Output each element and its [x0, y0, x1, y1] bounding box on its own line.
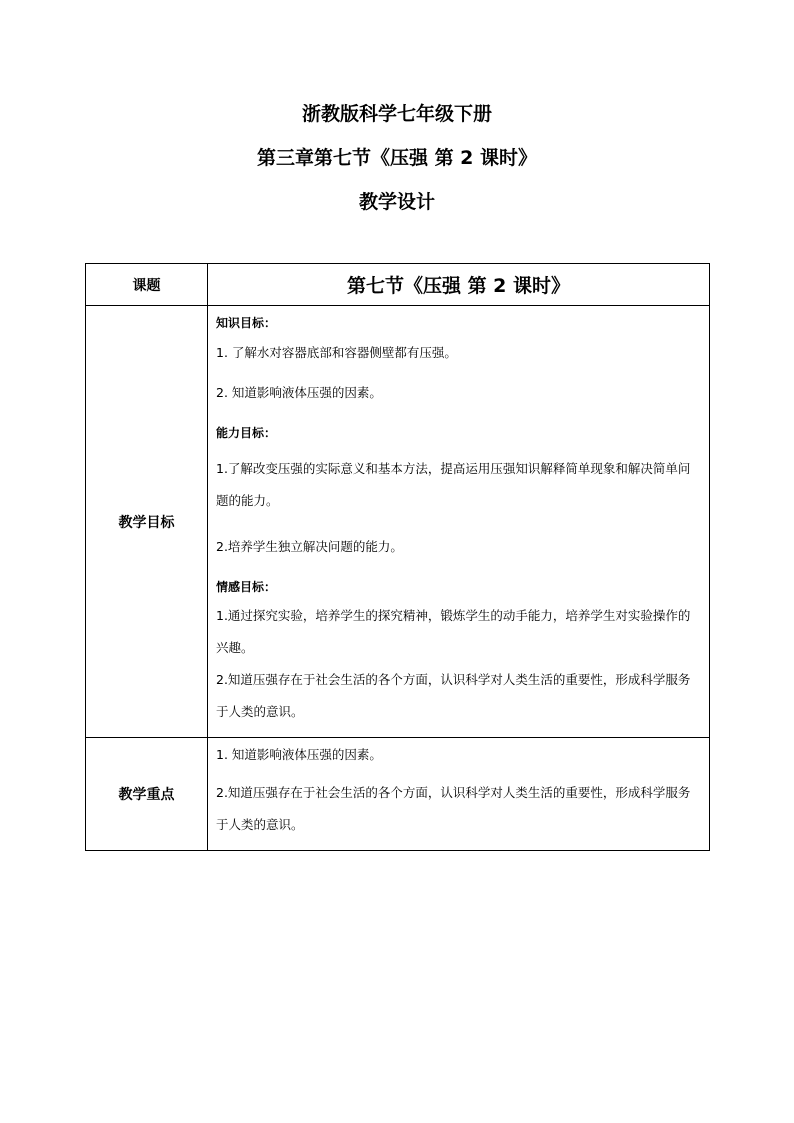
knowledge-item: 1. 了解水对容器底部和容器侧壁都有压强。 — [216, 345, 457, 360]
objectives-row — [86, 306, 710, 738]
textbook-title: 浙教版科学七年级下册 — [301, 103, 492, 125]
topic-value: 第七节《压强 第 2 课时》 — [208, 264, 710, 306]
lesson-plan-table — [85, 263, 710, 851]
key-points-content — [208, 738, 710, 851]
topic-row — [86, 264, 710, 306]
chapter-title: 第三章第七节《压强 第 2 课时》 — [256, 147, 538, 169]
ability-heading: 能力目标： — [216, 426, 277, 440]
ability-item: 1.了解改变压强的实际意义和基本方法，提高运用压强知识解释简单现象和解决简单问题的能力。 — [216, 461, 691, 508]
ability-item: 2.培养学生独立解决问题的能力。 — [216, 539, 403, 554]
key-points-row — [86, 738, 710, 851]
objectives-label: 教学目标 — [86, 306, 208, 738]
emotion-item: 1.通过探究实验，培养学生的探究精神，锻炼学生的动手能力，培养学生对实验操作的兴趣。 — [216, 608, 691, 655]
emotion-heading: 情感目标： — [216, 580, 277, 594]
design-title: 教学设计 — [358, 191, 435, 213]
knowledge-heading: 知识目标： — [216, 316, 277, 330]
topic-label: 课题 — [86, 264, 208, 306]
key-point-item: 1. 知道影响液体压强的因素。 — [216, 747, 382, 762]
key-points-label: 教学重点 — [86, 738, 208, 851]
objectives-content — [208, 306, 710, 738]
knowledge-item: 2. 知道影响液体压强的因素。 — [216, 385, 382, 400]
emotion-item: 2.知道压强存在于社会生活的各个方面，认识科学对人类生活的重要性，形成科学服务于人类的意识。 — [216, 672, 691, 719]
document-header — [0, 104, 794, 212]
key-point-item: 2.知道压强存在于社会生活的各个方面，认识科学对人类生活的重要性，形成科学服务于人类的意识。 — [216, 785, 691, 832]
